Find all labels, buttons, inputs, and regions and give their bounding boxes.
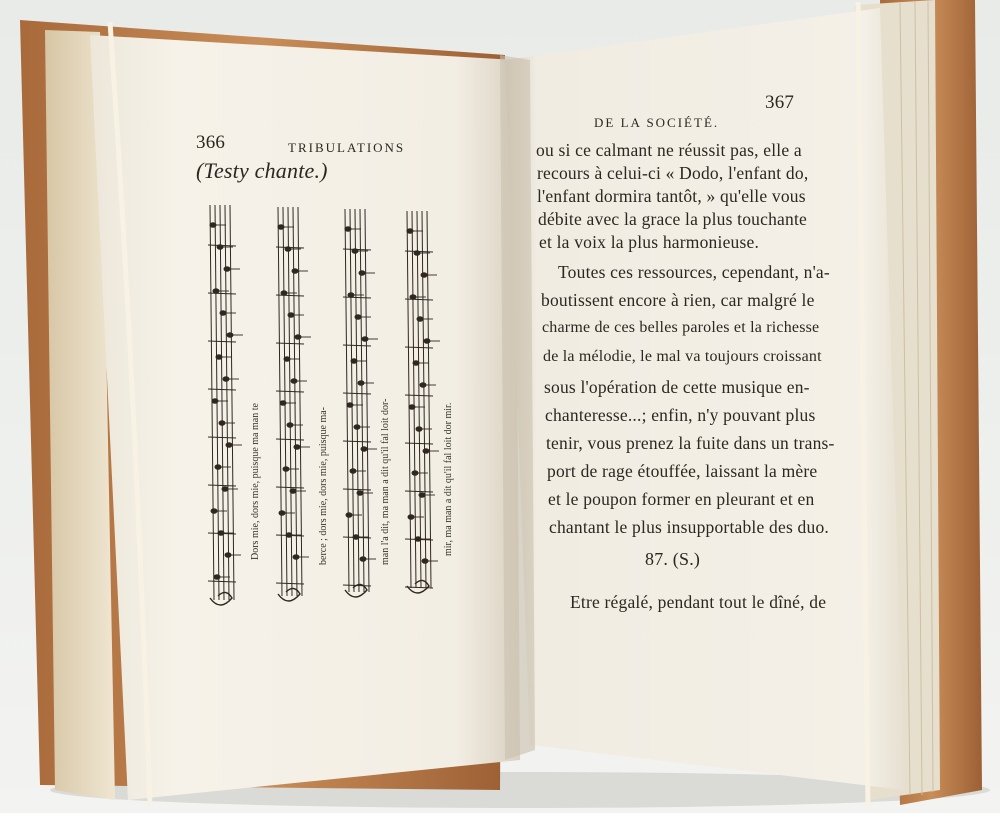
note: [223, 377, 229, 382]
note: [226, 443, 232, 448]
note: [419, 493, 425, 498]
note: [283, 467, 289, 472]
para2-line-5: sous l'opération de cette musique en-: [544, 377, 810, 397]
note: [278, 225, 284, 230]
note: [412, 471, 418, 476]
para1-last-line: et la voix la plus harmonieuse.: [539, 232, 760, 252]
note: [284, 357, 290, 362]
note: [359, 271, 365, 276]
note: [227, 333, 233, 338]
note: [219, 421, 225, 426]
last-line: Etre régalé, pendant tout le dîné, de: [570, 592, 827, 612]
section-number: 87. (S.): [645, 549, 701, 569]
note: [291, 379, 297, 384]
note: [361, 447, 367, 452]
lyric-line-4: mir, ma man a dit qu'il fal loit dor mir.: [443, 402, 454, 556]
note: [352, 249, 358, 254]
note: [420, 383, 426, 388]
lyric-line-1: Dors mie, dors mie, puisque ma man te: [250, 403, 261, 560]
note: [362, 337, 368, 342]
note: [413, 361, 419, 366]
note: [424, 339, 430, 344]
para2-line-1: Toutes ces ressources, cependant, n'a-: [558, 262, 830, 282]
note: [355, 315, 361, 320]
note: [414, 251, 420, 256]
note: [416, 427, 422, 432]
left-running-head: TRIBULATIONS: [288, 140, 406, 155]
note: [350, 469, 356, 474]
note: [222, 487, 228, 492]
para2-line-6: chanteresse...; enfin, n'y pouvant plus: [545, 405, 816, 425]
note: [279, 511, 285, 516]
note: [216, 355, 222, 360]
para2-line-10: chantant le plus insupportable des duo.: [549, 517, 829, 537]
para2-line-3: charme de ces belles paroles et la richesse: [542, 319, 820, 336]
note: [214, 575, 220, 580]
note: [290, 489, 296, 494]
note: [287, 423, 293, 428]
note: [211, 509, 217, 514]
note: [407, 229, 413, 234]
note: [358, 381, 364, 386]
note: [220, 311, 226, 316]
left-page-number: 366: [196, 132, 226, 153]
note: [415, 537, 421, 542]
gutter-shadow: [500, 55, 535, 760]
note: [212, 399, 218, 404]
note: [281, 291, 287, 296]
note: [346, 513, 352, 518]
lyric-line-2: berce ; dors mie, dors mie, puisque ma-: [318, 406, 329, 565]
note: [294, 445, 300, 450]
para2-line-4: de la mélodie, le mal va toujours croissant: [543, 348, 822, 365]
note: [410, 295, 416, 300]
lyric-line-3: man l'a dit, ma man a dit qu'il fal loit dor-: [380, 398, 391, 565]
right-running-head: DE LA SOCIÉTÉ.: [594, 115, 720, 130]
note: [409, 405, 415, 410]
note: [292, 269, 298, 274]
note: [225, 553, 231, 558]
note: [348, 293, 354, 298]
para2-line-2: boutissent encore à rien, car malgré le: [541, 290, 815, 310]
note: [280, 401, 286, 406]
note: [354, 425, 360, 430]
para1-line-2: recours à celui-ci « Dodo, l'enfant do,: [537, 163, 809, 183]
note: [357, 491, 363, 496]
note: [347, 403, 353, 408]
para1-line-3: l'enfant dormira tantôt, » qu'elle vous: [537, 186, 806, 206]
note: [224, 267, 230, 272]
note: [215, 465, 221, 470]
right-page-number: 367: [765, 92, 795, 113]
note: [417, 317, 423, 322]
para2-line-8: port de rage étouffée, laissant la mère: [547, 461, 818, 481]
note: [210, 223, 216, 228]
note: [423, 449, 429, 454]
para1-line-4: débite avec la grace la plus touchante: [538, 209, 807, 229]
note: [285, 247, 291, 252]
note: [351, 359, 357, 364]
note: [408, 515, 414, 520]
note: [213, 289, 219, 294]
left-heading: (Testy chante.): [196, 158, 328, 183]
note: [218, 531, 224, 536]
note: [217, 245, 223, 250]
note: [360, 557, 366, 562]
note: [421, 273, 427, 278]
note: [345, 227, 351, 232]
para1-line-1: ou si ce calmant ne réussit pas, elle a: [536, 140, 802, 160]
para2-line-9: et le poupon former en pleurant et en: [548, 489, 815, 509]
note: [295, 335, 301, 340]
para2-line-7: tenir, vous prenez la fuite dans un trans-: [546, 433, 835, 453]
note: [422, 559, 428, 564]
note: [353, 535, 359, 540]
note: [288, 313, 294, 318]
note: [293, 555, 299, 560]
note: [286, 533, 292, 538]
